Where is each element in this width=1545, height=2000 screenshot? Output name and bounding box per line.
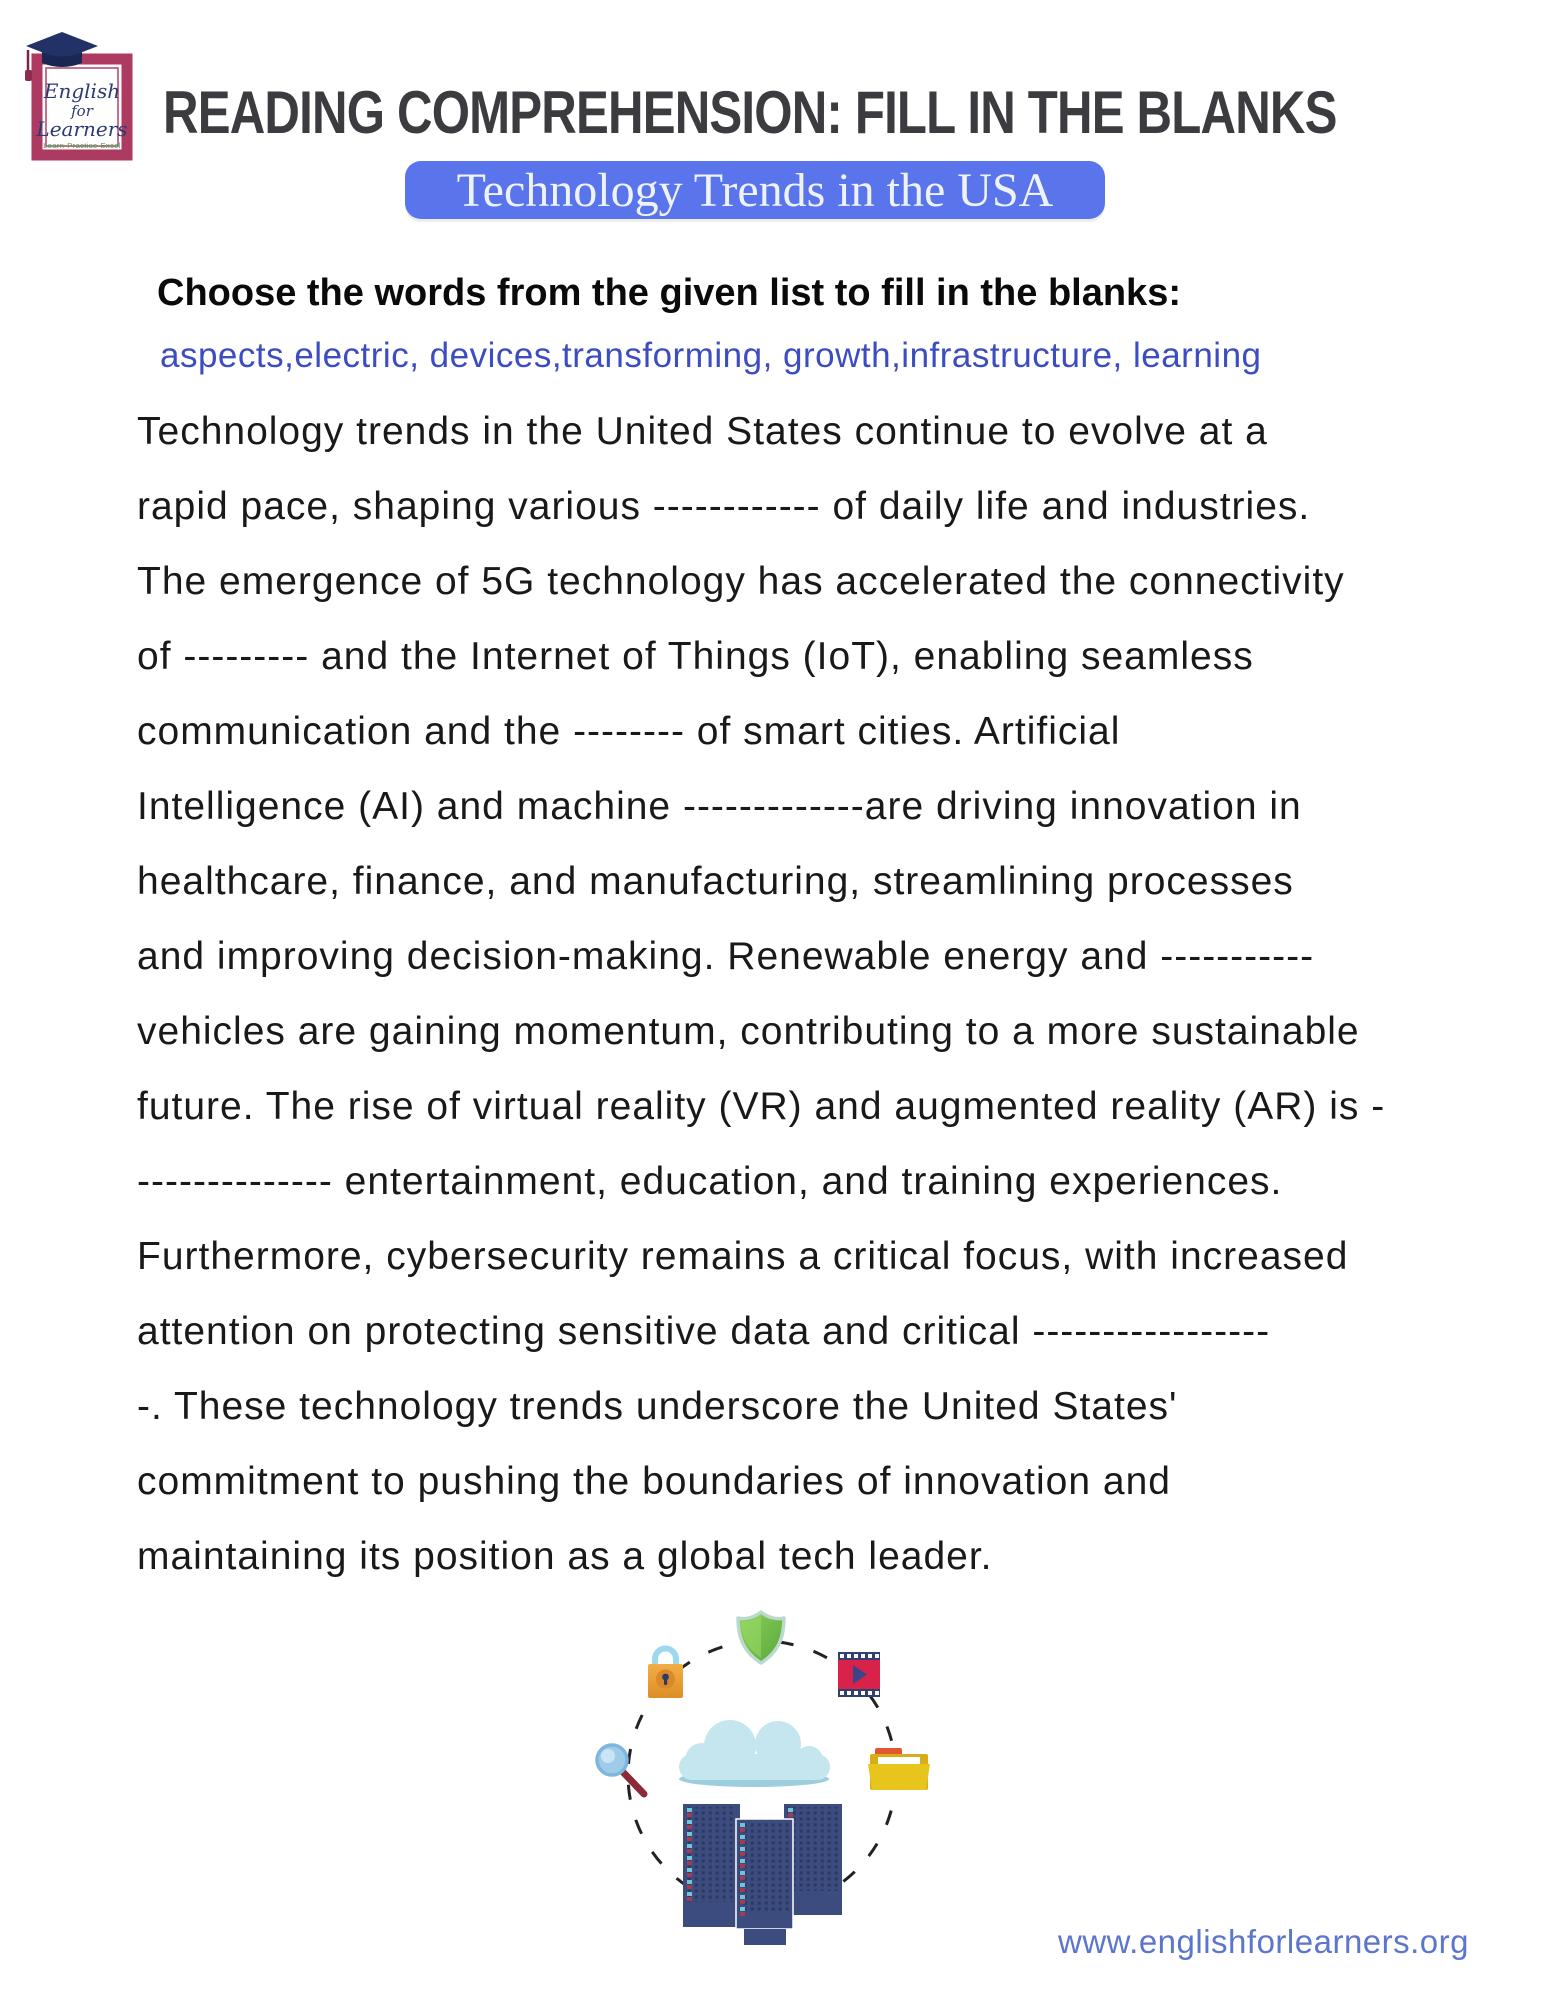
server-icon — [683, 1804, 842, 1945]
shield-icon — [738, 1612, 784, 1663]
passage-line: future. The rise of virtual reality (VR) and augmented reality (AR) is - — [137, 1085, 1386, 1128]
english-for-learners-logo — [18, 24, 142, 170]
passage-line: commitment to pushing the boundaries of innovation and — [137, 1460, 1171, 1503]
passage-line: The emergence of 5G technology has accelerated the connectivity — [137, 560, 1345, 603]
passage-line: attention on protecting sensitive data and critical ----------------- — [137, 1310, 1271, 1353]
passage-line: -. These technology trends underscore the United States' — [137, 1385, 1178, 1428]
subtitle-text: Technology Trends in the USA — [456, 163, 1054, 217]
instruction-heading: Choose the words from the given list to fill in the blanks: — [157, 272, 1181, 314]
logo-text-1: English — [43, 79, 121, 103]
passage-line: communication and the -------- of smart cities. Artificial — [137, 710, 1121, 753]
passage-line: rapid pace, shaping various ------------ of daily life and industries. — [137, 485, 1311, 528]
cloud-icon — [679, 1720, 830, 1787]
logo-tagline: Learn-Practise-Excel — [43, 141, 121, 150]
page-title: READING COMPREHENSION: FILL IN THE BLANKS — [163, 79, 1337, 146]
passage-line: -------------- entertainment, education, and training experiences. — [137, 1160, 1283, 1203]
passage-line: vehicles are gaining momentum, contributing to a more sustainable — [137, 1010, 1360, 1053]
magnifier-icon — [597, 1745, 644, 1794]
passage-line: and improving decision-making. Renewable energy and ----------- — [137, 935, 1315, 978]
passage — [137, 394, 1537, 1594]
technology-illustration — [560, 1588, 980, 2000]
logo-text-3: Learners — [36, 117, 128, 141]
passage-line: Furthermore, cybersecurity remains a critical focus, with increased — [137, 1235, 1349, 1278]
passage-line: Intelligence (AI) and machine -------------are driving innovation in — [137, 785, 1302, 828]
logo-text-2: for — [71, 102, 93, 120]
folder-icon — [868, 1748, 930, 1790]
passage-line: maintaining its position as a global tech leader. — [137, 1535, 993, 1578]
subtitle-badge — [405, 161, 1105, 219]
passage-line: Technology trends in the United States continue to evolve at a — [137, 410, 1268, 453]
passage-line: of --------- and the Internet of Things (IoT), enabling seamless — [137, 635, 1254, 678]
film-icon — [838, 1652, 880, 1697]
passage-line: healthcare, finance, and manufacturing, streamlining processes — [137, 860, 1294, 903]
website-url: www.englishforlearners.org — [1057, 1923, 1469, 1960]
word-list: aspects,electric, devices,transforming, growth,infrastructure, learning — [160, 336, 1262, 375]
padlock-icon — [648, 1649, 683, 1699]
